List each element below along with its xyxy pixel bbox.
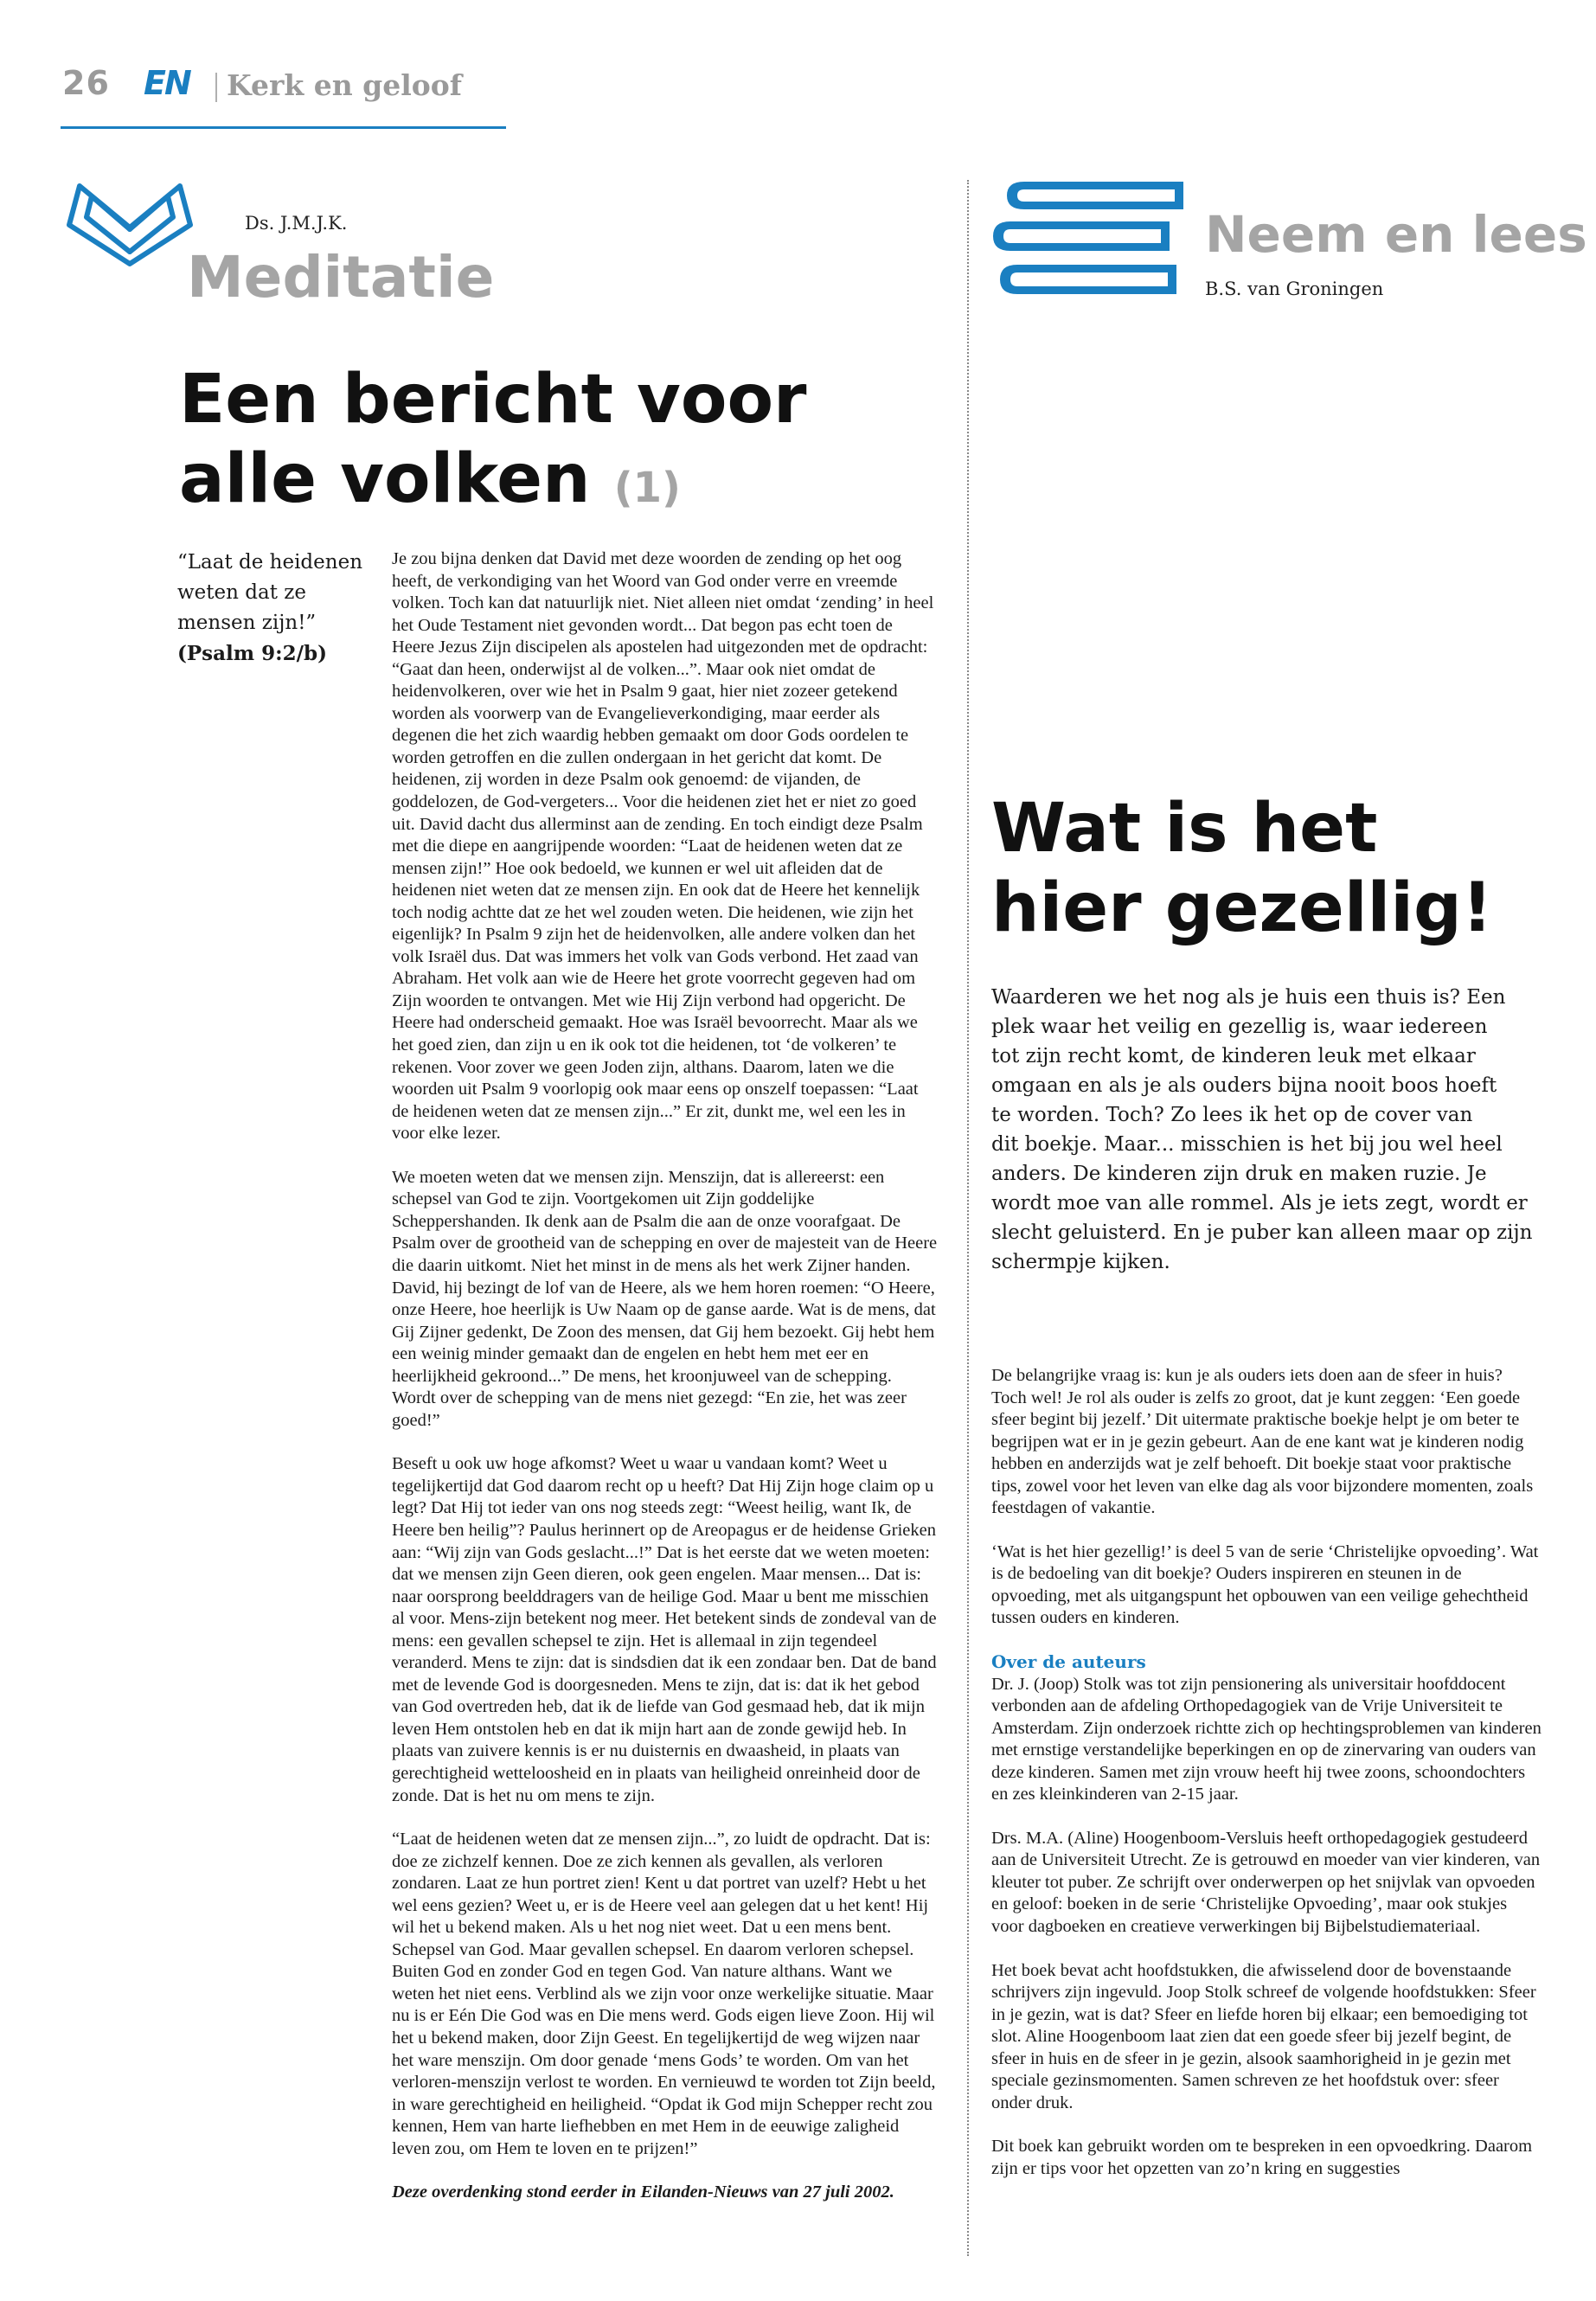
brand-logo: EN <box>144 64 190 102</box>
authors-paragraph: Dr. J. (Joop) Stolk was tot zijn pensionering als universitair hoofddocent verbonden aan de afdeling Orthopedagogiek van de Vrije Universiteit te Amsterdam. Zijn onderzoek richtte zich op hechtingsproblemen van kinderen met ernstige verstandelijke beperkingen en op de zinervaring van ouders van deze kinderen. Samen met zijn vrouw heeft hij twee zoons, schoondochters en zes kleinkinderen van 2-15 jaar. <box>991 1674 1542 1804</box>
neem-en-lees-author: B.S. van Groningen <box>1205 279 1384 299</box>
review-intro <box>991 983 1545 1277</box>
review-title-line1: Wat is het <box>991 790 1378 868</box>
authors-paragraph: Drs. M.A. (Aline) Hoogenboom-Versluis heeft orthopedagogiek gestudeerd aan de Universiteit Utrecht. Ze is getrouwd en moeder van vier kinderen, van kleuter tot puber. Ze schrijft over onderwerpen op het snijvlak van opvoeden en geloof: boeken in de serie ‘Christelijke Opvoeding’, maar ook stukjes voor dagboeken en creatieve verwerkingen bij Bijbelstudiemateriaal. <box>991 1828 1541 1937</box>
review-title <box>991 789 1492 948</box>
review-title-line2: hier gezellig! <box>991 869 1493 947</box>
review-paragraph: Dit boek kan gebruikt worden om te bespreken in een opvoedkring. Daarom zijn er tips voor het opzetten van zo’n kring en suggesties <box>991 2137 1533 2178</box>
authors-heading: Over de auteurs <box>991 1651 1146 1673</box>
section-title: Kerk en geloof <box>227 68 462 102</box>
meditatie-label: Meditatie <box>187 244 495 311</box>
intro-line: anders. De kinderen zijn druk en maken ruzie. Je <box>991 1163 1487 1185</box>
review-paragraph: Het boek bevat acht hoofdstukken, die afwisselend door de bovenstaande schrijvers zijn ingevuld. Joop Stolk schreef de volgende hoofdstukken: Sfeer in je gezin, wat is dat? Sfeer en liefde horen bij elkaar; een bemoediging tot slot. Aline Hoogenboom laat zien dat een goede sfeer bij jezelf begint, de sfeer in huis en de sfeer in je gezin, alsook saamhorigheid in je gezin met speciale gezinsmomenten. Samen schreven ze het hoofdstuk over: sfeer onder druk. <box>991 1960 1536 2112</box>
intro-line: schermpje kijken. <box>991 1251 1170 1273</box>
neem-en-lees-label: Neem en lees <box>1205 205 1587 264</box>
intro-line: tot zijn recht komt, de kinderen leuk met elkaar <box>991 1045 1476 1067</box>
column-divider <box>967 180 969 2256</box>
pull-quote <box>177 548 376 669</box>
meditation-paragraph: Beseft u ook uw hoge afkomst? Weet u waar u vandaan komt? Weet u tegelijkertijd dat God daarom recht op u heeft? Dat Hij Zijn hoge claim op u legt? Dat Hij tot ieder van ons nog steeds zegt: “Weest heilig, want Ik, de Heere ben heilig”? Paulus herinnert op de Areopagus er de heidense Grieken aan: “Wij zijn van Gods geslacht...!” Dat is het eerste dat we weten moeten: dat we mensen zijn Geen dieren, ook geen engelen. Maar mensen... Dat is: naar oorsprong beelddragers van de heilige God. Maar u bent me misschien al voor. Mens-zijn betekent nog meer. Het betekent sinds de zondeval van de mens: een gevallen schepsel te zijn. Het is allemaal in zijn tegendeel veranderd. Mens te zijn: dat is sindsdien dat ik een zondaar ben. Dat de band met de levende God is doorgesneden. Mens te zijn, dat is: dat ik het gebod van God overtreden heb, dat ik de liefde van God gesmaad heb, dat ik mijn leven Hem ontstolen heb en dat ik mijn hart aan de zonde gewijd heb. In plaats van zuivere kennis is er nu duisternis en dwaasheid, in plaats van gerechtigheid wetteloosheid en in plaats van heiligheid onreinheid door de zonde. Dat is het nu om mens te zijn. <box>392 1454 937 1805</box>
pull-quote-reference: (Psalm 9:2/b) <box>177 642 327 665</box>
meditation-body <box>392 548 939 2204</box>
meditation-paragraph: We moeten weten dat we mensen zijn. Menszijn, dat is allereerst: een schepsel van God te zijn. Voortgekomen uit Zijn goddelijke Scheppershanden. Ik denk aan de Psalm die aan de onze voorafgaat. De Psalm over de grootheid van de schepping en over de majesteit van de Heere die daarin uitkomt. Niet het minst in de mens als het werk Zijner handen. David, hij bezingt de lof van de Heere, als we hem horen roemen: “O Heere, onze Heere, hoe heerlijk is Uw Naam op de ganse aarde. Wat is de mens, dat Gij Zijner gedenkt, De Zoon des mensen, dat Gij hem bezoekt. Gij hebt hem een weinig minder gemaakt dan de engelen en hebt hem met eer en heerlijkheid gekroond...” De mens, het kroonjuweel van de schepping. Wordt over de schepping van de mens niet gezegd: “En zie, het was zeer goed!” <box>392 1167 938 1430</box>
article-title-line2: alle volken <box>179 440 591 518</box>
intro-line: plek waar het veilig en gezellig is, waar iedereen <box>991 1016 1488 1038</box>
header-rule <box>61 126 506 129</box>
intro-line: wordt moe van alle rommel. Als je iets zegt, wordt er <box>991 1192 1528 1215</box>
review-paragraph: De belangrijke vraag is: kun je als ouders iets doen aan de sfeer in huis? Toch wel! Je rol als ouder is zelfs zo groot, dat je kunt zeggen: ‘Een goede sfeer begint bij jezelf.’ Dit uitermate praktische boekje helpt je om beter te begrijpen wat er in je gezin gebeurt. Aan de ene kant wat je kinderen nodig hebben en anderzijds wat je zelf behoeft. Dit boekje staat voor praktische tips, zowel voor het leven van elke dag als voor bijzondere momenten, zoals feestdagen of vakantie. <box>991 1366 1534 1518</box>
intro-line: dit boekje. Maar... misschien is het bij jou wel heel <box>991 1133 1503 1156</box>
article-title-line1: Een bericht voor <box>179 361 807 439</box>
article-title <box>179 360 807 528</box>
meditatie-author: Ds. J.M.J.K. <box>245 213 348 234</box>
page-number: 26 <box>62 64 110 102</box>
review-paragraph: ‘Wat is het hier gezellig!’ is deel 5 van de serie ‘Christelijke opvoeding’. Wat is de bedoeling van dit boekje? Ouders inspireren en steunen in de opvoeding, met als uitgangspunt het opbouwen van een veilige gehechtheid tussen ouders en kinderen. <box>991 1541 1539 1628</box>
open-book-icon <box>61 177 199 277</box>
header-divider <box>215 73 217 102</box>
intro-line: te worden. Toch? Zo lees ik het op de cover van <box>991 1104 1473 1126</box>
closing-note: Deze overdenking stond eerder in Eilanden-Nieuws van 27 juli 2002. <box>392 2182 894 2202</box>
intro-line: slecht geluisterd. En je puber kan alleen maar op zijn <box>991 1221 1533 1244</box>
meditation-paragraph: Je zou bijna denken dat David met deze woorden de zending op het oog heeft, de verkondiging van het Woord van God onder verre en vreemde volken. Toch kan dat natuurlijk niet. Niet alleen niet omdat ‘zending’ in heel het Oude Testament niet gevonden wordt... Dat begon pas echt toen de Heere Jezus Zijn discipelen als apostelen had uitgezonden met de opdracht: “Gaat dan heen, onderwijst al de volken...”. Maar ook niet omdat de heidenvolkeren, over wie het in Psalm 9 gaat, hier niet zozeer getekend worden als voorwerp van de Evangelieverkondiging, maar eerder als degenen die het zich waardig hebben gemaakt om door Gods oordelen te worden getroffen en die zullen ondergaan in het gericht dat komt. De heidenen, zij worden in deze Psalm ook genoemd: de vijanden, de goddelozen, de God-vergeters... Voor die heidenen ziet het er niet zo goed uit. David dacht dus allerminst aan de zending. En toch eindigt deze Psalm met die diepe en aangrijpende woorden: “Laat de heidenen weten dat ze mensen zijn!” Hoe ook bedoeld, we kunnen er wel uit afleiden dat de heidenen niet weten dat ze mensen zijn. En ook dat de Heere het kennelijk toch nodig achtte dat ze het wel zouden weten. Die heidenen, wie zijn het eigenlijk? In Psalm 9 zijn het de heidenvolken, alle andere volken dan het volk Israël dus. Dat was immers het volk van Gods verbond. Het zaad van Abraham. Het volk aan wie de Heere het grote voorrecht gegeven had om Zijn woorden te ontvangen. Met wie Hij Zijn verbond had opgericht. De Heere had onderscheid gemaakt. Hoe was Israël bevoorrecht. Maar als we het goed zien, dan zijn u en ik ook tot die heidenen, tot ‘de volkeren’ te rekenen. Voor zover we geen Joden zijn, althans. Daarom, laten we die woorden uit Psalm 9 voorlopig ook maar eens op onszelf toepassen: “Laat de heidenen weten dat ze mensen zijn...” Er zit, dunkt me, wel een les in voor elke lezer. <box>392 549 934 1144</box>
intro-line: Waarderen we het nog als je huis een thuis is? Een <box>991 986 1506 1009</box>
intro-line: omgaan en als je als ouders bijna nooit boos hoeft <box>991 1074 1497 1097</box>
books-icon <box>991 180 1186 314</box>
meditation-paragraph: “Laat de heidenen weten dat ze mensen zijn...”, zo luidt de opdracht. Dat is: doe ze zichzelf kennen. Doe ze zich kennen als gevallen, als verloren zondaren. Laat ze hun portret zien! Kent u dat portret van uzelf? Hebt u het wel eens gezien? Weet u, er is de Heere veel aan gelegen dat u het kent! Hij wil het u bekend maken. Als u het nog niet weet. Dat u een mens bent. Schepsel van God. Maar gevallen schepsel. En daarom verloren schepsel. Buiten God en zonder God en tegen God. Van nature althans. Want we weten het niet eens. Verblind als we zijn voor onze werkelijke situatie. Maar nu is er Eén Die God was en Die mens werd. Gods eigen lieve Zoon. Hij wil het u bekend maken, door Zijn Geest. En tegelijkertijd de weg wijzen naar het ware menszijn. Om door genade ‘mens Gods’ te worden. Om van het verloren-menszijn verlost te worden. En vernieuwd te worden tot Zijn beeld, in ware gerechtigheid en heiligheid. “Opdat ik God mijn Schepper recht zou kennen, Hem van harte liefhebben en met Hem in de eeuwige zaligheid leven zou, om Hem te loven en te prijzen!” <box>392 1830 936 2158</box>
pull-quote-text: “Laat de heidenen weten dat ze mensen zijn!” <box>177 551 363 634</box>
part-number: (1) <box>613 464 681 512</box>
review-body <box>991 1365 1542 2181</box>
